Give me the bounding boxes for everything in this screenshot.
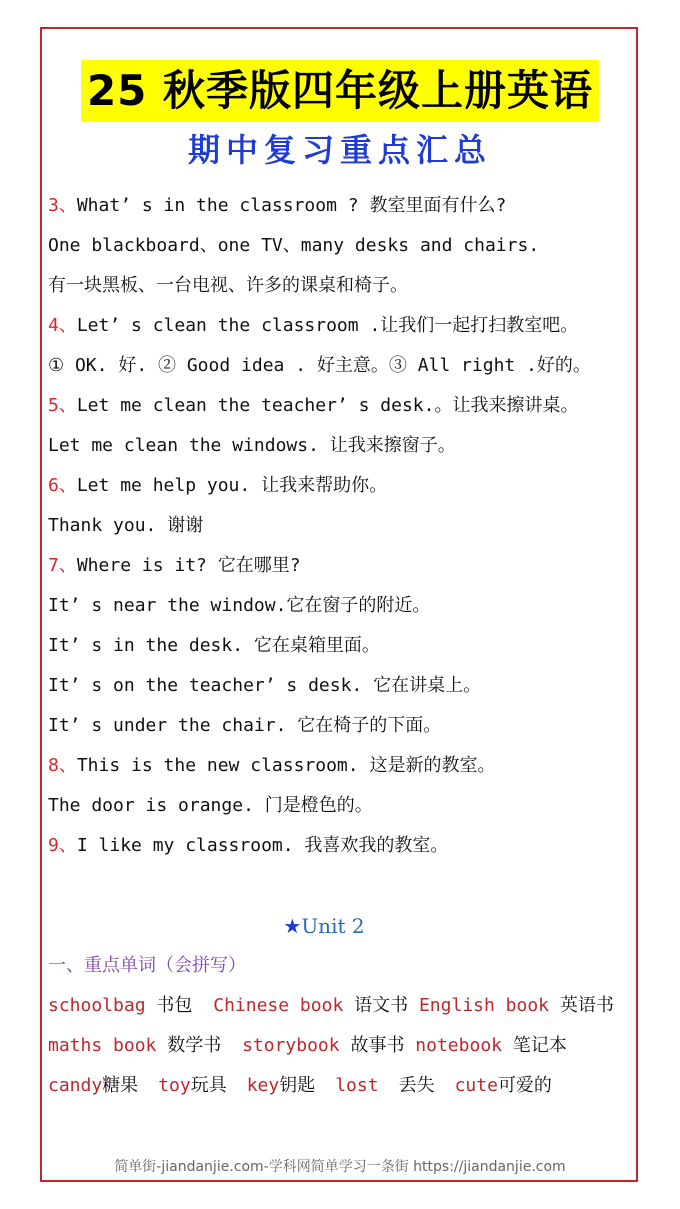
line-4-answers bbox=[48, 346, 648, 386]
line-9 bbox=[48, 826, 648, 866]
line-text: I like my classroom. 我喜欢我的教室。 bbox=[76, 835, 449, 856]
line-text: Let me clean the teacher’ s desk.。让我来擦讲桌。 bbox=[76, 395, 579, 416]
line-3 bbox=[48, 186, 648, 226]
vocab-word: cute bbox=[454, 1075, 498, 1096]
line-7 bbox=[48, 546, 648, 586]
content bbox=[48, 186, 648, 1106]
unit-heading bbox=[48, 906, 648, 946]
line-7-answer-3 bbox=[48, 666, 648, 706]
vocab-meaning: 数学书 bbox=[167, 1035, 222, 1056]
vocab-meaning: 故事书 bbox=[350, 1035, 405, 1056]
vocab-word: candy bbox=[48, 1075, 103, 1096]
line-7-answer-2 bbox=[48, 626, 648, 666]
vocab-meaning: 笔记本 bbox=[512, 1035, 567, 1056]
item-number: 5、 bbox=[48, 395, 77, 416]
vocab-meaning: 糖果 bbox=[102, 1075, 139, 1096]
vocab-word: Chinese book bbox=[213, 995, 344, 1016]
line-8-extra bbox=[48, 786, 648, 826]
line-text: It’ s on the teacher’ s desk. 它在讲桌上。 bbox=[48, 675, 482, 696]
vocab-row-1 bbox=[48, 986, 648, 1026]
item-number: 4、 bbox=[48, 315, 77, 336]
line-5 bbox=[48, 386, 648, 426]
line-text: One blackboard、one TV、many desks and chairs. bbox=[48, 235, 540, 256]
line-text: It’ s near the window.它在窗子的附近。 bbox=[48, 595, 431, 616]
vocab-meaning: 丢失 bbox=[398, 1075, 435, 1096]
item-number: 6、 bbox=[48, 475, 77, 496]
item-number: 3、 bbox=[48, 195, 77, 216]
line-text: ① OK. 好. ② Good idea . 好主意。③ All right .好的。 bbox=[48, 355, 591, 376]
vocab-word: lost bbox=[335, 1075, 379, 1096]
vocab-word: maths book bbox=[48, 1035, 157, 1056]
line-text: 有一块黑板、一台电视、许多的课桌和椅子。 bbox=[48, 275, 408, 296]
vocab-word: toy bbox=[158, 1075, 191, 1096]
page-title: 25 秋季版四年级上册英语 bbox=[81, 60, 599, 122]
line-text: Let me clean the windows. 让我来擦窗子。 bbox=[48, 435, 456, 456]
line-8 bbox=[48, 746, 648, 786]
vocab-word: schoolbag bbox=[48, 995, 146, 1016]
line-3-answer bbox=[48, 226, 648, 266]
vocab-meaning: 玩具 bbox=[190, 1075, 227, 1096]
vocab-word: English book bbox=[418, 995, 550, 1016]
line-text: Let’ s clean the classroom .让我们一起打扫教室吧。 bbox=[76, 315, 579, 336]
item-number: 9、 bbox=[48, 835, 77, 856]
vocab-word: notebook bbox=[415, 1035, 502, 1056]
title-wrap bbox=[0, 60, 680, 122]
line-7-answer-4 bbox=[48, 706, 648, 746]
footer-watermark: 简单街-jiandanjie.com-学科网简单学习一条街 https://jiandanjie.com bbox=[114, 1159, 566, 1175]
line-text: Where is it? 它在哪里? bbox=[76, 555, 301, 576]
line-text: Thank you. 谢谢 bbox=[48, 515, 204, 536]
page-subtitle: 期中复习重点汇总 bbox=[187, 131, 492, 169]
vocab-meaning: 钥匙 bbox=[279, 1075, 316, 1096]
item-number: 7、 bbox=[48, 555, 77, 576]
line-text: It’ s in the desk. 它在桌箱里面。 bbox=[48, 635, 380, 656]
line-7-answer-1 bbox=[48, 586, 648, 626]
line-text: The door is orange. 门是橙色的。 bbox=[48, 795, 373, 816]
vocab-meaning: 可爱的 bbox=[497, 1075, 552, 1096]
vocab-row-3 bbox=[48, 1066, 648, 1106]
vocab-meaning: 语文书 bbox=[354, 995, 409, 1016]
line-6-answer bbox=[48, 506, 648, 546]
vocab-row-2 bbox=[48, 1026, 648, 1066]
spacer bbox=[48, 866, 648, 906]
line-5-extra bbox=[48, 426, 648, 466]
line-4 bbox=[48, 306, 648, 346]
vocab-meaning: 书包 bbox=[156, 995, 193, 1016]
line-text: This is the new classroom. 这是新的教室。 bbox=[76, 755, 496, 776]
vocab-word: key bbox=[246, 1075, 280, 1096]
item-number: 8、 bbox=[48, 755, 77, 776]
section-heading: 一、重点单词（会拼写） bbox=[48, 955, 246, 976]
line-text: Let me help you. 让我来帮助你。 bbox=[76, 475, 388, 496]
line-text: It’ s under the chair. 它在椅子的下面。 bbox=[48, 715, 442, 736]
star-icon: ★ bbox=[283, 914, 302, 938]
line-3-translation bbox=[48, 266, 648, 306]
line-6 bbox=[48, 466, 648, 506]
unit-label: Unit 2 bbox=[301, 914, 365, 938]
vocab-word: storybook bbox=[242, 1035, 340, 1056]
vocab-meaning: 英语书 bbox=[559, 995, 614, 1016]
line-text: What’ s in the classroom ? 教室里面有什么? bbox=[76, 195, 507, 216]
